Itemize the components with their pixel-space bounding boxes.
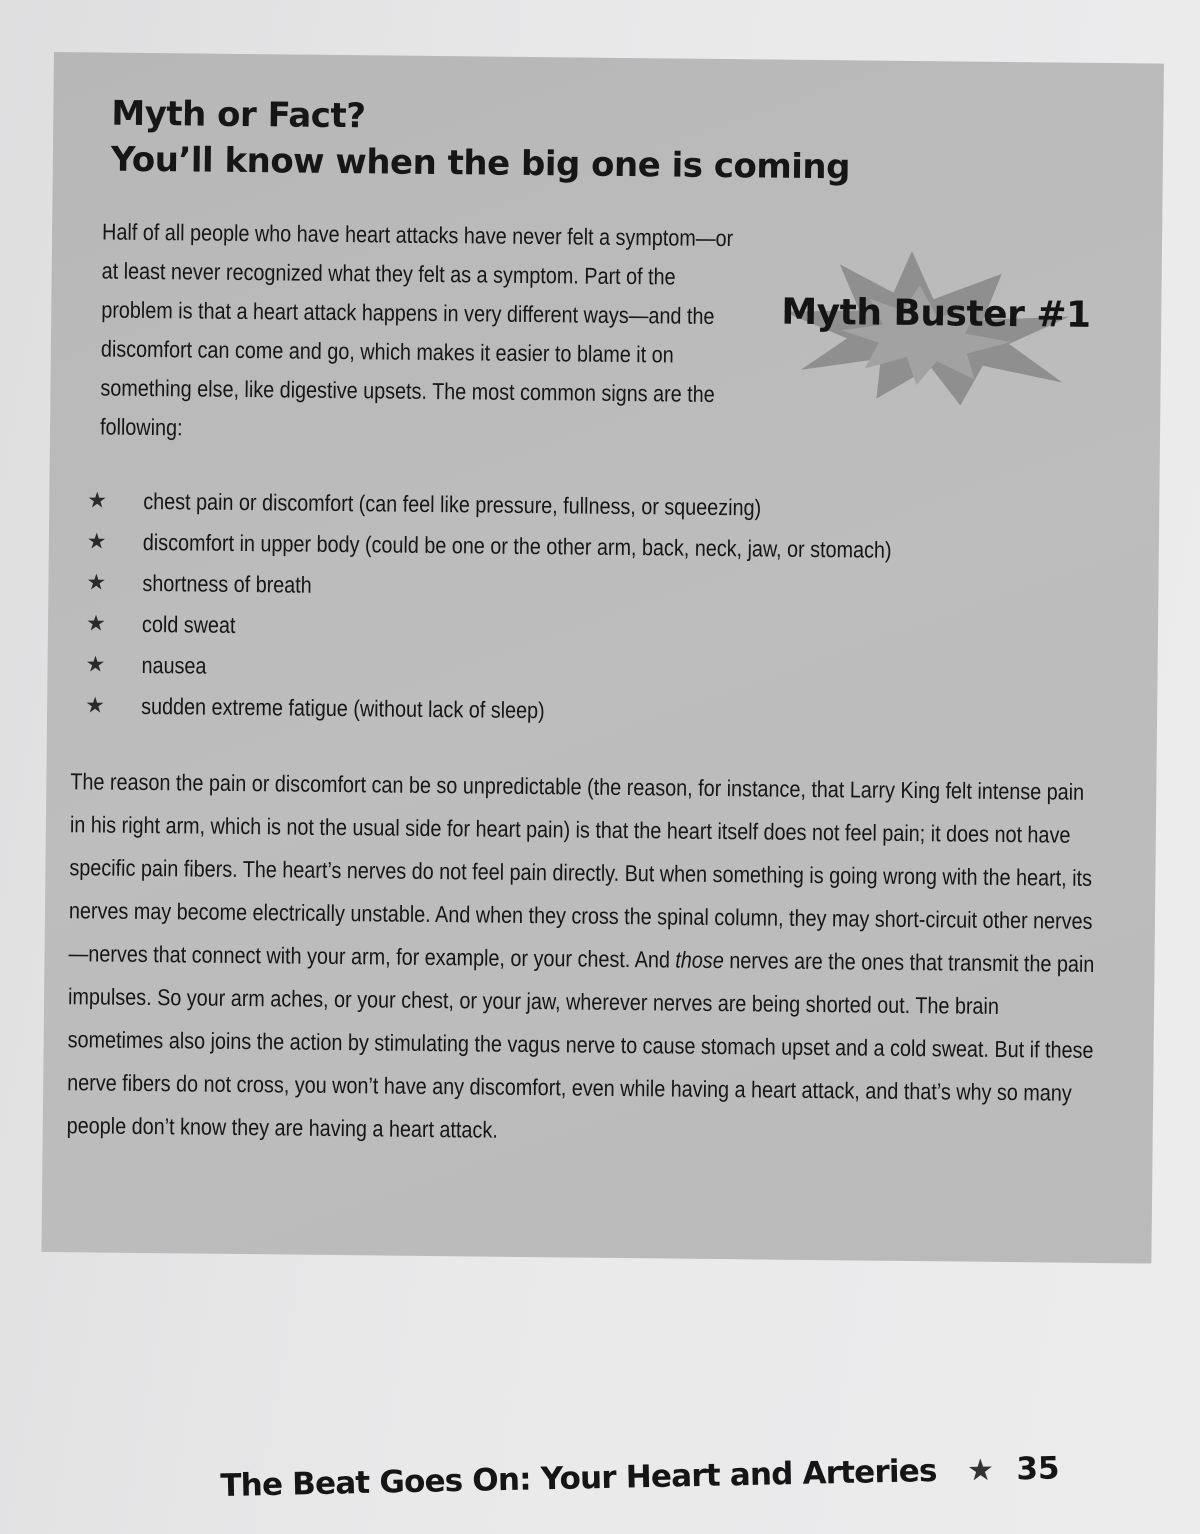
intro-paragraph: Half of all people who have heart attacks have never felt a symptom—or at least never recognized what they felt as a symptom. Part of the problem is that a heart attack happens in very different ways—and the discomfort can come and go, which makes it easier to blame it on something else, like digestive upsets. The most common signs are the following: — [99, 218, 734, 441]
symptom-text: nausea — [141, 651, 207, 679]
heading-line-2: You’ll know when the big one is coming — [110, 139, 851, 188]
running-footer — [220, 1450, 1060, 1518]
myth-or-fact-box — [41, 52, 1164, 1264]
star-bullet-icon: ★ — [86, 570, 107, 596]
heading-line-1: Myth or Fact? — [111, 93, 366, 137]
box-heading — [111, 91, 851, 191]
myth-buster-label: Myth Buster #1 — [781, 291, 1091, 336]
explanation-text-2: nerves are the ones that transmit the pain impulses. So your arm aches, or your chest, or your jaw, wherever nerves are being shorted out. The brain sometimes also joins the action by stimulating the vagus nerve to cause stomach upset and a cold sweat. But if these nerve fibers do not cross, you won’t have any discomfort, even while having a heart attack, and that’s why so many people don’t know they are having a heart attack. — [66, 947, 1095, 1143]
star-bullet-icon: ★ — [87, 488, 108, 514]
explanation-paragraph — [67, 760, 1099, 1158]
explanation-emphasis: those — [675, 946, 724, 974]
symptom-text: chest pain or discomfort (can feel like pressure, fullness, or squeezing) — [143, 487, 762, 521]
symptom-text: shortness of breath — [142, 569, 312, 598]
star-bullet-icon: ★ — [85, 652, 106, 678]
explanation-text-1: The reason the pain or discomfort can be so unpredictable (the reason, for instance, that Larry King felt intense pain in his right arm, which is not the usual side for heart pain) is that the heart itself does not feel pain; it does not have specific pain fibers. The heart’s nerves do not feel pain directly. But when something is going wrong with the heart, its nerves may become electrically unstable. And when they cross the spinal column, they may short-circuit other nerves—nerves that connect with your arm, for example, or your chest. And — [68, 768, 1093, 973]
myth-buster-badge — [760, 239, 1092, 412]
symptom-text: sudden extreme fatigue (without lack of sleep) — [141, 692, 545, 724]
star-bullet-icon: ★ — [85, 611, 106, 637]
star-bullet-icon: ★ — [85, 693, 106, 719]
symptom-text: discomfort in upper body (could be one or the other arm, back, neck, jaw, or stomach) — [142, 528, 892, 563]
footer-star-icon: ★ — [966, 1452, 995, 1488]
page-number: 35 — [1016, 1450, 1060, 1488]
symptom-list — [85, 480, 892, 726]
symptom-text: cold sweat — [141, 610, 236, 638]
star-bullet-icon: ★ — [86, 529, 107, 555]
footer-title: The Beat Goes On: Your Heart and Arteries — [220, 1452, 937, 1504]
